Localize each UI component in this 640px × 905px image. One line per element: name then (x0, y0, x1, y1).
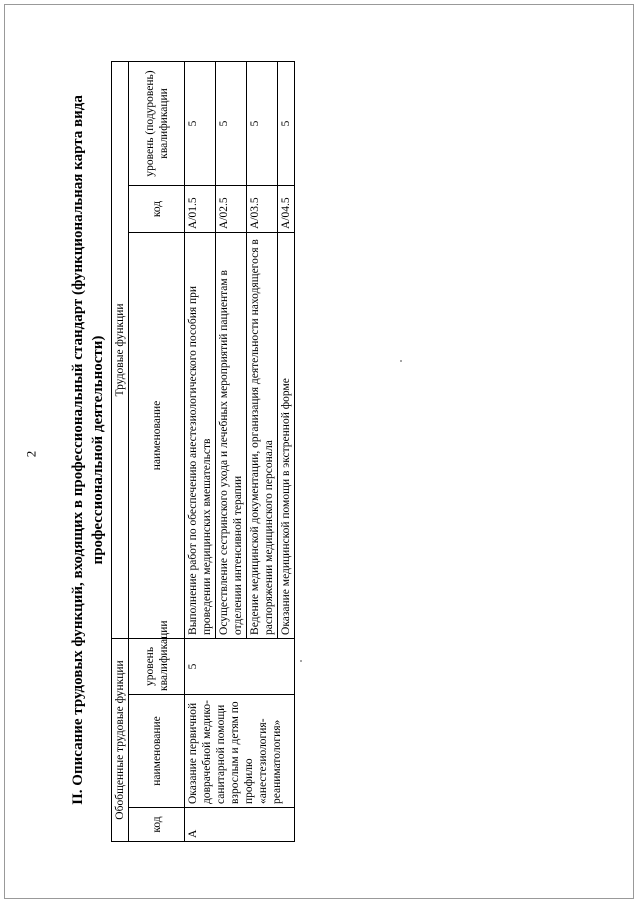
rotated-content (68, 50, 628, 850)
header-labor-functions: Трудовые функции (112, 61, 129, 638)
header-level: уровень квалификации (129, 638, 185, 694)
function-name: Ведение медицинской документации, организация деятельности находящегося в распоряжении медицинского персонала (247, 232, 278, 638)
function-code: A/03.5 (247, 185, 278, 232)
header-name: наименование (129, 695, 185, 808)
header-generalized-functions: Обобщенные трудовые функции (112, 638, 129, 841)
generalized-level: 5 (185, 638, 295, 694)
function-level: 5 (278, 61, 295, 185)
function-code: A/04.5 (278, 185, 295, 232)
scan-speck (400, 360, 402, 362)
table-row (185, 61, 216, 841)
page-number: 2 (23, 450, 39, 458)
function-name: Оказание медицинской помощи в экстренной форме (278, 232, 295, 638)
function-level: 5 (185, 61, 216, 185)
function-code: A/02.5 (216, 185, 247, 232)
function-level: 5 (247, 61, 278, 185)
heading-line-1: II. Описание трудовых функций, входящих в профессиональный стандарт (функциональная карта вида (70, 95, 86, 805)
header-code: код (129, 808, 185, 842)
section-heading (68, 50, 112, 850)
header-tf-level: уровень (подуровень) квалификации (129, 61, 185, 185)
header-tf-name: наименование (129, 232, 185, 638)
generalized-code: A (185, 808, 295, 842)
scan-speck (300, 660, 302, 662)
function-code: A/01.5 (185, 185, 216, 232)
heading-line-2: профессиональной деятельности) (90, 335, 106, 565)
function-level: 5 (216, 61, 247, 185)
generalized-name: Оказание первичной доврачебной медико-санитарной помощи взрослым и детям по профилю «анестезиология-реаниматология» (185, 695, 295, 808)
function-name: Осуществление сестринского ухода и лечебных мероприятий пациентам в отделении интенсивной терапии (216, 232, 247, 638)
header-tf-code: код (129, 185, 185, 232)
table-subheader-row (129, 61, 185, 841)
functions-table (111, 61, 295, 842)
function-name: Выполнение работ по обеспечению анестезиологического пособия при проведении медицинских вмешательств (185, 232, 216, 638)
table-group-header-row (112, 61, 129, 841)
